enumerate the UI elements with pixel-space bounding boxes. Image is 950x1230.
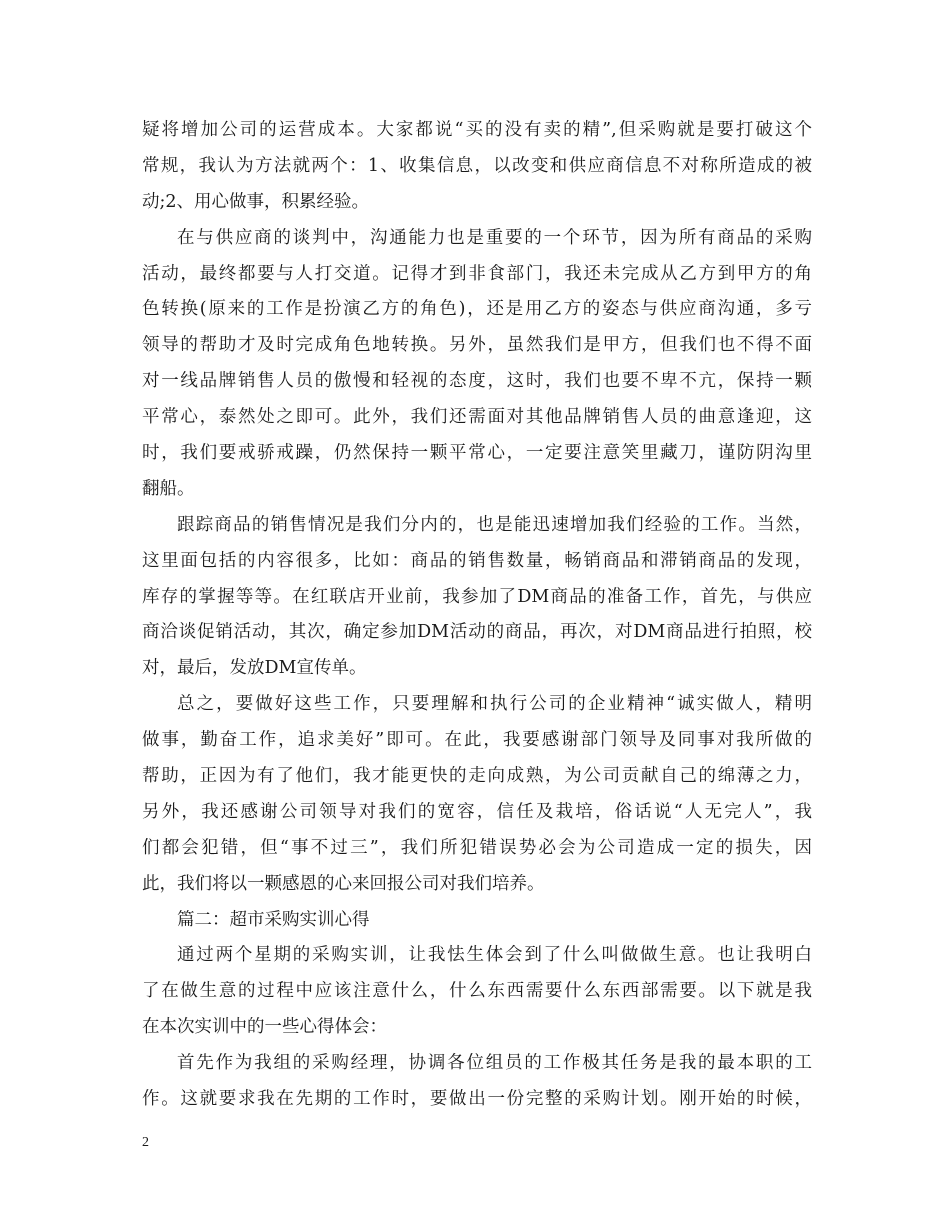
text-line: 另外，我还感谢公司领导对我们的宽容，信任及栽培，俗话说“人无完人”，我: [142, 801, 812, 822]
text-line: 首先作为我组的采购经理，协调各位组员的工作极其任务是我的最本职的工: [177, 1053, 812, 1074]
page-number: 2: [142, 1135, 149, 1150]
text-line: 了在做生意的过程中应该注意什么，什么东西需要什么东西部需要。以下就是我: [142, 981, 812, 1002]
text-line: 翻船。: [142, 478, 195, 499]
text-line: 跟踪商品的销售情况是我们分内的，也是能迅速增加我们经验的工作。当然，: [177, 514, 812, 535]
text-line: 时，我们要戒骄戒躁，仍然保持一颗平常心，一定要注意笑里藏刀，谨防阴沟里: [142, 443, 812, 464]
text-line: 做事，勤奋工作，追求美好”即可。在此，我要感谢部门领导及同事对我所做的: [142, 730, 812, 751]
text-line: 此，我们将以一颗感恩的心来回报公司对我们培养。: [142, 873, 545, 894]
text-line: 领导的帮助才及时完成角色地转换。另外，虽然我们是甲方，但我们也不得不面: [142, 335, 812, 356]
text-line: 在本次实训中的一些心得体会：: [142, 1017, 387, 1038]
text-line: 商洽谈促销活动，其次，确定参加DM活动的商品，再次，对DM商品进行拍照，校: [142, 622, 812, 643]
body-text: [142, 113, 812, 1118]
text-line: 们都会犯错，但“事不过三”，我们所犯错误势必会为公司造成一定的损失，因: [142, 837, 812, 858]
text-line: 疑将增加公司的运营成本。大家都说“买的没有卖的精”,但采购就是要打破这个: [142, 120, 812, 140]
text-line: 常规，我认为方法就两个：1、收集信息，以改变和供应商信息不对称所造成的被: [142, 155, 812, 176]
text-line: 在与供应商的谈判中，沟通能力也是重要的一个环节，因为所有商品的采购: [177, 227, 812, 248]
text-line: 总之，要做好这些工作，只要理解和执行公司的企业精神“诚实做人，精明: [177, 694, 812, 715]
text-line: 这里面包括的内容很多，比如：商品的销售数量，畅销商品和滞销商品的发现，: [142, 550, 812, 571]
text-line: 对，最后，发放DM宣传单。: [142, 658, 367, 679]
text-line: 色转换(原来的工作是扮演乙方的角色)，还是用乙方的姿态与供应商沟通，多亏: [142, 299, 812, 320]
text-line: 活动，最终都要与人打交道。记得才到非食部门，我还未完成从乙方到甲方的角: [142, 263, 812, 284]
text-line: 通过两个星期的采购实训，让我怯生体会到了什么叫做做生意。也让我明白: [177, 945, 812, 966]
text-line: 平常心，泰然处之即可。此外，我们还需面对其他品牌销售人员的曲意逢迎，这: [142, 407, 812, 428]
text-line: 库存的掌握等等。在红联店开业前，我参加了DM商品的准备工作，首先，与供应: [142, 586, 812, 607]
text-line: 对一线品牌销售人员的傲慢和轻视的态度，这时，我们也要不卑不亢，保持一颗: [142, 371, 812, 392]
text-line: 动;2、用心做事，积累经验。: [142, 191, 370, 212]
section-heading: 篇二：超市采购实训心得: [177, 909, 370, 930]
text-line: 作。这就要求我在先期的工作时，要做出一份完整的采购计划。刚开始的时候，: [142, 1089, 812, 1110]
text-line: 帮助，正因为有了他们，我才能更快的走向成熟，为公司贡献自己的绵薄之力，: [142, 766, 812, 787]
